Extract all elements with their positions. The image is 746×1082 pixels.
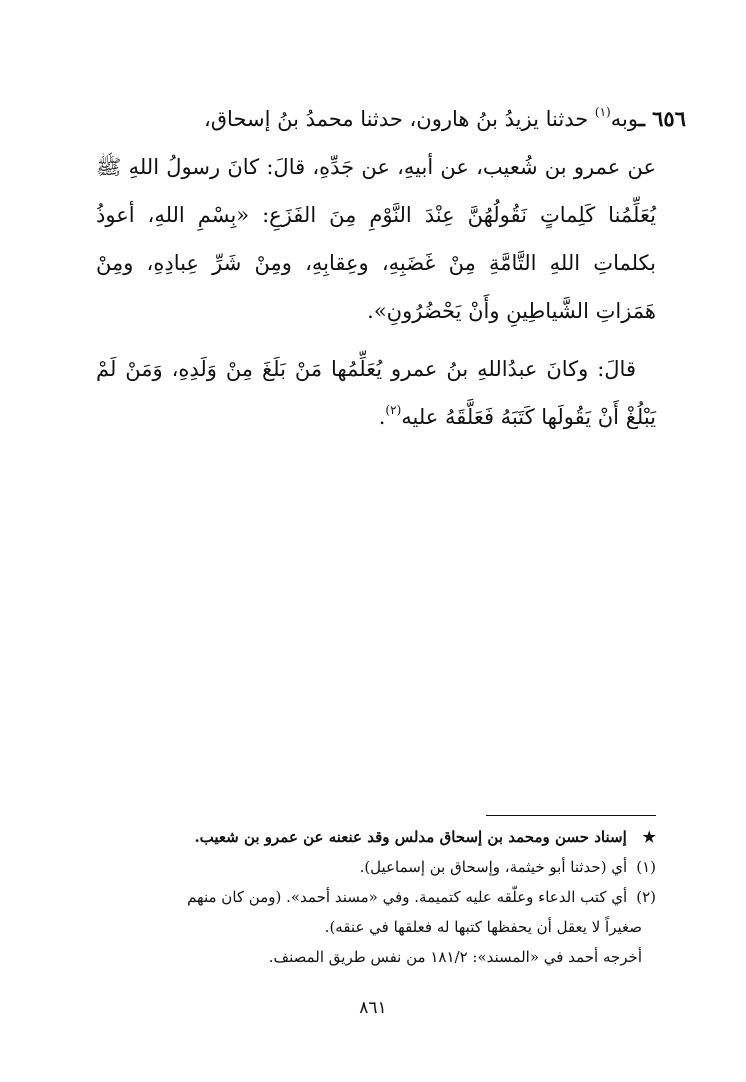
- footnote-1: [111, 852, 656, 882]
- footnote-star-text: إسناد حسن ومحمد بن إسحاق مدلس وقد عنعنه عن عمرو بن شعيب.: [194, 828, 627, 846]
- hadith-lead: وبه: [610, 107, 639, 131]
- footnote-1-text: أي (حدثنا أبو خيثمة، وإسحاق بن إسماعيل).: [359, 858, 628, 876]
- footnote-1-marker: (١): [636, 858, 656, 876]
- hadith-body-2-end: .: [378, 405, 386, 429]
- footnote-ref-1: (١): [594, 105, 611, 119]
- footnote-star: [111, 822, 656, 852]
- footnote-2-continued: صغيراً لا يعقل أن يحفظها كتبها له فعلقها في عنقه).: [324, 918, 642, 936]
- hadith-body: عن عمرو بن شُعيب، عن أبيهِ، عن جَدِّهِ، قالَ: كانَ رسولُ اللهِ ﷺ يُعَلِّمُنا كَلِماتٍ نَقُولُهُنَّ عِنْدَ النَّوْمِ مِنَ الفَزَعِ: «بِسْمِ اللهِ، أعوذُ بكلماتِ اللهِ التَّامَّةِ مِنْ غَضَبِهِ، وعِقابِهِ، ومِنْ شَرِّ عِبادِهِ، ومِنْ هَمَزاتِ الشَّياطِينِ وأَنْ يَحْضُرُونِ».: [96, 155, 656, 323]
- footnotes-section: [111, 822, 656, 972]
- footnote-2-text-line-1: أي كتب الدعاء وعلّقه عليه كتميمة. وفي «مسند أحمد». (ومن كان منهم: [187, 888, 628, 906]
- footnote-ref-2: (٢): [385, 403, 402, 417]
- page-number: ٨٦١: [359, 998, 387, 1018]
- hadith-paragraph-2: [96, 345, 656, 441]
- hadith-text: [96, 95, 686, 441]
- footnote-2-marker: (٢): [636, 888, 656, 906]
- footnote-2-source: أخرجه أحمد في «المسند»: ١٨١/٢ من نفس طريق المصنف.: [268, 948, 642, 966]
- footnote-2: [111, 882, 656, 912]
- hadith-body-2: قالَ: وكانَ عبدُاللهِ بنُ عمرو يُعَلِّمُها مَنْ بَلَغَ مِنْ وَلَدِهِ، وَمَنْ لَمْ يَبْلُغْ أَنْ يَقُولَها كَتَبَهُ فَعَلَّقَهُ عليه: [96, 357, 656, 429]
- hadith-number: ٦٥٦ ـ: [638, 106, 686, 131]
- hadith-paragraph-1: [96, 95, 686, 143]
- footnote-divider: [486, 815, 656, 816]
- star-marker: ★: [642, 828, 656, 846]
- isnad-line: حدثنا يزيدُ بنُ هارون، حدثنا محمدُ بنُ إسحاق،: [203, 107, 595, 131]
